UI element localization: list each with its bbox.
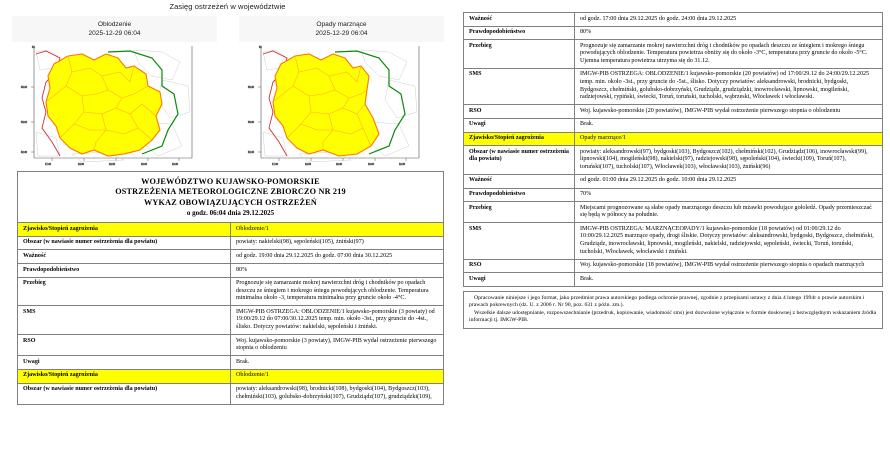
row-label-course: Przebieg (464, 202, 575, 223)
table-row-area-2 (18, 383, 444, 404)
row-value-probability: 70% (575, 188, 883, 202)
svg-text:53.30: 53.30 (248, 86, 254, 89)
table-row-course (18, 277, 444, 306)
row-label-area: Obszar (w nawiasie numer ostrzeżenia dla powiatu) (18, 383, 231, 404)
map-phenomenon-name: Opady marznące (316, 21, 367, 28)
row-value-rso: Woj. kujawsko-pomorskie (3 powiaty), IMGW-PIB wydał ostrzeżenie pierwszego stopnia o oblodzeniu (231, 335, 444, 356)
row-label-rso: RSO (464, 259, 575, 273)
row-label-validity: Ważność (18, 250, 231, 264)
row-value-probability: 80% (231, 264, 444, 278)
row-label-probability: Prawdopodobieństwo (464, 188, 575, 202)
table-row-remarks (18, 356, 444, 370)
row-value-remarks: Brak. (575, 118, 883, 132)
row-label-sms: SMS (18, 306, 231, 335)
row-value-rso: Woj. kujawsko-pomorskie (18 powiatów), IMGW-PIB wydał ostrzeżenie pierwszego stopnia o opadach marznących (575, 259, 883, 273)
row-label-phenomenon: Zjawisko/Stopień zagrożenia (464, 132, 575, 146)
doc-header-line-3: WYKAZ OBOWIĄZUJĄCYCH OSTRZEŻEŃ (144, 197, 317, 207)
svg-text:52.30: 52.30 (248, 151, 254, 154)
svg-text:19.00: 19.00 (141, 163, 147, 166)
table-row-validity-2 (464, 174, 883, 188)
row-value-course: Prognozuje się zamarzanie mokrej nawierzchni dróg i chodników po opadach deszczu ze śniegiem i mokrego śniegu powodujących oblodzenie. Temperatura powietrza obniży się do około -3°C, temperatura przy gruncie do około -5°C. Ujemna temperatura powietrza utrzyma się do 31.12. (575, 40, 883, 69)
svg-text:54: 54 (259, 46, 262, 49)
row-value-phenomenon: Opady marznące/1 (575, 132, 883, 146)
copyright-paragraph-2: Wszelkie dalsze udostępnianie, rozpowszechnianie (przedruk, kopiowanie, wiadomość sms) jest dozwolone wyłącznie w formie dosłownej z bezwzględnym wskazaniem źródła informacji tj. IMGW-PIB. (469, 309, 877, 324)
document-header-row (18, 172, 444, 223)
svg-text:53.00: 53.00 (21, 121, 27, 124)
row-label-area: Obszar (w nawiasie numer ostrzeżenia dla powiatu) (464, 146, 575, 175)
row-value-area: powiaty: aleksandrowski(97), bydgoski(103), Bydgoszcz(102), chełmiński(102), Grudziądz(106), inowrocławski(99), lipnowski(104), mogileński(98), nakielski(97), radziejowski(98), sępoleński(104), świecki(109), Toruń(107), toruński(107), tucholski(107), Włocławek(103), włocławski(103), żniński(96) (575, 146, 883, 175)
svg-text:18.30: 18.30 (336, 163, 342, 166)
map-timestamp: 2025-12-29 06:04 (315, 30, 368, 38)
row-label-sms: SMS (464, 223, 575, 259)
svg-text:52.30: 52.30 (21, 151, 27, 154)
map-card-oblodzenie (12, 16, 217, 168)
copyright-paragraph-1: Opracowanie niniejsze i jego format, jako przedmiot prawa autorskiego podlega ochronie prawnej, zgodnie z przepisami ustawy z dnia 4 lutego 1994r o prawie autorskim i prawach pokrewnych (dz. U. z 2006 r. Nr 90, poz. 631 z późn. zm.). (469, 294, 865, 309)
copyright-note (463, 291, 883, 330)
map-image-oblodzenie (12, 42, 217, 168)
left-warning-table-container (17, 171, 444, 405)
svg-text:53.30: 53.30 (21, 86, 27, 89)
row-label-remarks: Uwagi (464, 273, 575, 287)
row-label-course: Przebieg (18, 277, 231, 306)
doc-header-line-1: WOJEWÓDZTWO KUJAWSKO-POMORSKIE (141, 177, 320, 186)
row-value-validity: od godz. 01:00 dnia 29.12.2025 do godz. 10:00 dnia 29.12.2025 (575, 174, 883, 188)
page-title: Zasięg ostrzeżeń w województwie (169, 2, 286, 11)
doc-header-line-2: OSTRZEŻENIA METEOROLOGICZNE ZBIORCZO NR 219 (115, 187, 346, 197)
table-row-validity (464, 13, 883, 27)
table-row-probability-2 (464, 188, 883, 202)
row-label-phenomenon: Zjawisko/Stopień zagrożenia (18, 369, 231, 383)
right-warning-table (463, 12, 883, 287)
map-phenomenon-name: Oblodzenie (97, 21, 132, 28)
row-label-phenomenon: Zjawisko/Stopień zagrożenia (18, 223, 231, 237)
row-value-sms: IMGW-PIB OSTRZEGA: OBLODZENIE/1 kujawsko-pomorskie (20 powiatów) od 17:00/29.12 do 24:00/29.12.2025 temp. min. około -3st., przy gruncie do -5st., ślisko. Dotyczy powiatów: aleksandrowski, brodnicki, bydgoski, Bydgoszcz, chełmiński, golubsko-dobrzyński, Grudziądz, grudziądzki, inowrocławski, lipnowski, mogileński, radziejowski, rypiński, świecki, Toruń, toruński, tucholski, wąbrzeski, Włocławek i włocławski. (575, 68, 883, 104)
table-row-remarks (464, 118, 883, 132)
svg-text:17.30: 17.30 (272, 163, 278, 166)
row-label-remarks: Uwagi (464, 118, 575, 132)
table-row-probability (464, 26, 883, 40)
row-value-sms: IMGW-PIB OSTRZEGA: MARZNĄCEOPADY/1 kujawsko-pomorskie (18 powiatów) od 01:00/29.12 do 10:00/29.12.2025 marznące opady, drogi śliskie. Dotyczy powiatów: aleksandrowski, bydgoski, Bydgoszcz, chełmiński, Grudziądz, inowrocławski, lipnowski, mogileński, nakielski, radziejowski, sępoleński, świecki, Toruń, toruński, tucholski, Włocławek, włocławski i żniński. (575, 223, 883, 259)
table-row-probability (18, 264, 444, 278)
map-caption (12, 16, 217, 42)
svg-text:18.00: 18.00 (305, 163, 311, 166)
row-label-area: Obszar (w nawiasie numer ostrzeżenia dla powiatu) (18, 236, 231, 250)
row-value-phenomenon: Oblodzenie/1 (231, 223, 444, 237)
row-label-rso: RSO (18, 335, 231, 356)
svg-text:53.00: 53.00 (248, 121, 254, 124)
svg-text:17.30: 17.30 (45, 163, 51, 166)
row-value-phenomenon: Oblodzenie/1 (231, 369, 444, 383)
maps-row (12, 16, 444, 168)
row-value-course: Miejscami prognozowane są słabe opady marznącego deszczu lub mżawki powodujące gołoledź. Opady przemieszczać się będą w północy na południe. (575, 202, 883, 223)
doc-header-line-4: o godz. 06:04 dnia 29.12.2025 (186, 209, 275, 218)
document-header-cell (18, 172, 444, 223)
row-label-sms: SMS (464, 68, 575, 104)
table-row-rso-2 (464, 259, 883, 273)
table-row-validity (18, 250, 444, 264)
map-caption (239, 16, 444, 42)
row-label-validity: Ważność (464, 174, 575, 188)
row-label-rso: RSO (464, 105, 575, 119)
svg-text:18.00: 18.00 (78, 163, 84, 166)
row-label-probability: Prawdopodobieństwo (464, 26, 575, 40)
svg-text:19.00: 19.00 (368, 163, 374, 166)
table-row-area (18, 236, 444, 250)
table-row-course-2 (464, 202, 883, 223)
table-row-sms-2 (464, 223, 883, 259)
table-row-rso (18, 335, 444, 356)
table-row-rso (464, 105, 883, 119)
row-value-probability: 80% (575, 26, 883, 40)
row-label-validity: Ważność (464, 13, 575, 27)
table-row-course (464, 40, 883, 69)
table-row-phenomenon (18, 223, 444, 237)
row-value-remarks: Brak. (575, 273, 883, 287)
svg-text:18.30: 18.30 (109, 163, 115, 166)
row-value-validity: od godz. 17:00 dnia 29.12.2025 do godz. 24:00 dnia 29.12.2025 (575, 13, 883, 27)
map-timestamp: 2025-12-29 06:04 (88, 30, 141, 38)
table-row-phenomenon-2 (18, 369, 444, 383)
svg-text:54: 54 (32, 46, 35, 49)
svg-text:19.30: 19.30 (172, 163, 178, 166)
map-card-opady-marznace (239, 16, 444, 168)
row-label-probability: Prawdopodobieństwo (18, 264, 231, 278)
left-warning-table (17, 171, 444, 405)
table-row-sms (18, 306, 444, 335)
row-value-course: Prognozuje się zamarzanie mokrej nawierzchni dróg i chodników po opadach deszczu ze śniegiem i mokrego śniegu powodujących oblodzenie. Temperatura minimalna około -3, temperatura minimalna przy gruncie około -4°C. (231, 277, 444, 306)
row-value-rso: Woj. kujawsko-pomorskie (20 powiatów), IMGW-PIB wydał ostrzeżenie pierwszego stopnia o oblodzeniu (575, 105, 883, 119)
row-value-validity: od godz. 19:00 dnia 29.12.2025 do godz. 07:00 dnia 30.12.2025 (231, 250, 444, 264)
row-value-area: powiaty: aleksandrowski(98), brodnicki(108), bydgoski(104), Bydgoszcz(103), chełmiński(103), golubsko-dobrzyński(107), Grudziądz(107), grudziądzki(109), (231, 383, 444, 404)
svg-text:19.30: 19.30 (399, 163, 405, 166)
map-image-opady-marznace (239, 42, 444, 168)
row-value-remarks: Brak. (231, 356, 444, 370)
row-label-remarks: Uwagi (18, 356, 231, 370)
table-row-area-2 (464, 146, 883, 175)
row-label-course: Przebieg (464, 40, 575, 69)
row-value-sms: IMGW-PIB OSTRZEGA: OBLODZENIE/1 kujawsko-pomorskie (3 powiaty) od 19:00/29.12 do 07:00/30.12.2025 temp. min. około -3st., przy gruncie do -4st., ślisko. Dotyczy powiatów: nakielski, sępoleński i żniński. (231, 306, 444, 335)
right-warning-table-container (463, 12, 883, 329)
table-row-phenomenon-2 (464, 132, 883, 146)
table-row-remarks-2 (464, 273, 883, 287)
table-row-sms (464, 68, 883, 104)
row-value-area: powiaty: nakielski(98), sępoleński(105), żniński(97) (231, 236, 444, 250)
